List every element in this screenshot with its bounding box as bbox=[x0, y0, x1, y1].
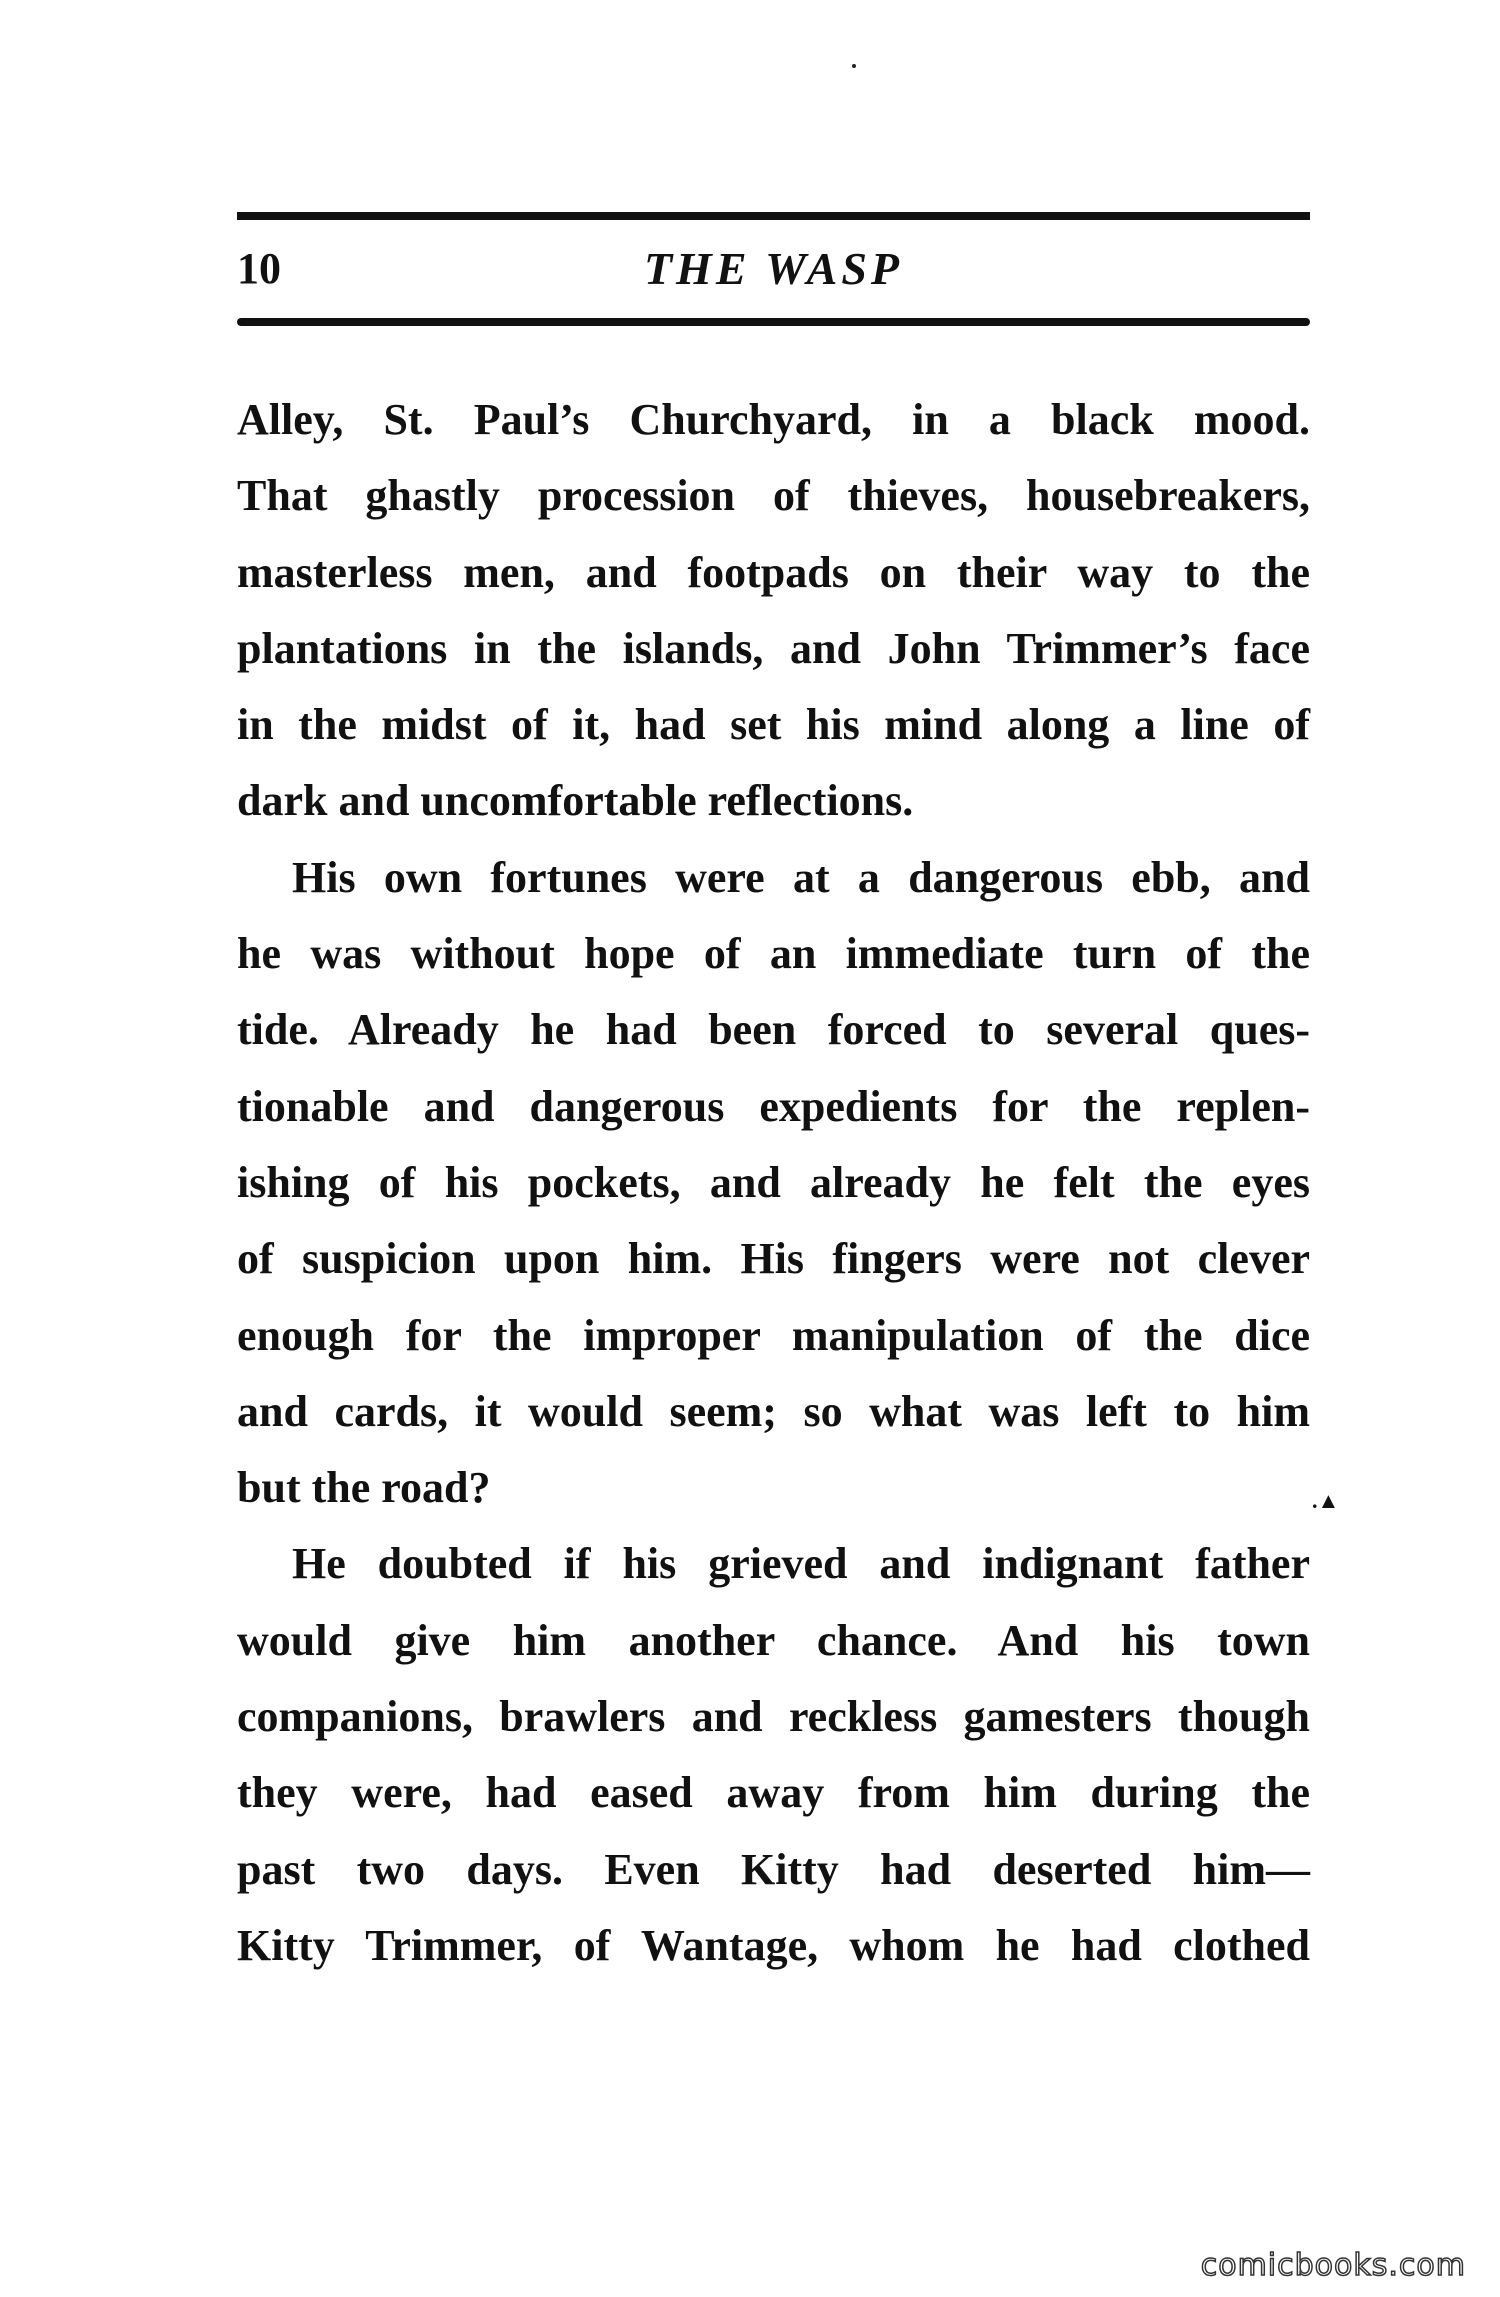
text-line: tionable and dangerous expedients for the replen- bbox=[237, 1081, 1310, 1131]
page-header bbox=[237, 234, 1310, 304]
text-line: His own fortunes were at a dangerous ebb, and bbox=[292, 852, 1310, 902]
text-line: past two days. Even Kitty had deserted him— bbox=[237, 1844, 1310, 1894]
text-line: companions, brawlers and reckless gamesters though bbox=[237, 1692, 1310, 1742]
paragraph bbox=[237, 1526, 1310, 1984]
text-line: Kitty Trimmer, of Wantage, whom he had clothed bbox=[237, 1920, 1310, 1970]
text-line: He doubted if his grieved and indignant father bbox=[292, 1539, 1310, 1589]
text-line: That ghastly procession of thieves, housebreakers, bbox=[237, 471, 1310, 521]
text-line: Alley, St. Paul’s Churchyard, in a black mood. bbox=[237, 395, 1310, 444]
body-text bbox=[237, 382, 1310, 1984]
text-line: dark and uncomfortable reflections. bbox=[237, 776, 914, 826]
margin-mark: .▲ bbox=[1312, 1488, 1340, 1513]
text-line: would give him another chance. And his town bbox=[237, 1615, 1310, 1665]
print-speck bbox=[852, 64, 856, 68]
paragraph bbox=[237, 382, 1310, 840]
text-line: masterless men, and footpads on their way to the bbox=[237, 547, 1310, 597]
text-line: they were, had eased away from him during the bbox=[237, 1768, 1310, 1818]
text-line: and cards, it would seem; so what was left to him bbox=[237, 1386, 1310, 1436]
text-line: enough for the improper manipulation of the dice bbox=[237, 1310, 1310, 1360]
text-line: he was without hope of an immediate turn of the bbox=[237, 929, 1310, 979]
header-top-rule bbox=[237, 212, 1310, 220]
page-number: 10 bbox=[237, 244, 281, 293]
text-line: of suspicion upon him. His fingers were not clever bbox=[237, 1234, 1310, 1284]
text-line: tide. Already he had been forced to several ques- bbox=[237, 1005, 1310, 1055]
watermark: comicbooks.com bbox=[1200, 2248, 1466, 2283]
running-head: THE WASP bbox=[643, 243, 904, 294]
text-line: plantations in the islands, and John Trimmer’s face bbox=[237, 623, 1310, 673]
header-bottom-rule bbox=[237, 318, 1310, 326]
paragraph bbox=[237, 840, 1310, 1527]
text-line: in the midst of it, had set his mind along a line of bbox=[237, 700, 1310, 750]
text-line: ishing of his pockets, and already he felt the eyes bbox=[237, 1157, 1310, 1207]
text-line: but the road? bbox=[237, 1463, 491, 1513]
